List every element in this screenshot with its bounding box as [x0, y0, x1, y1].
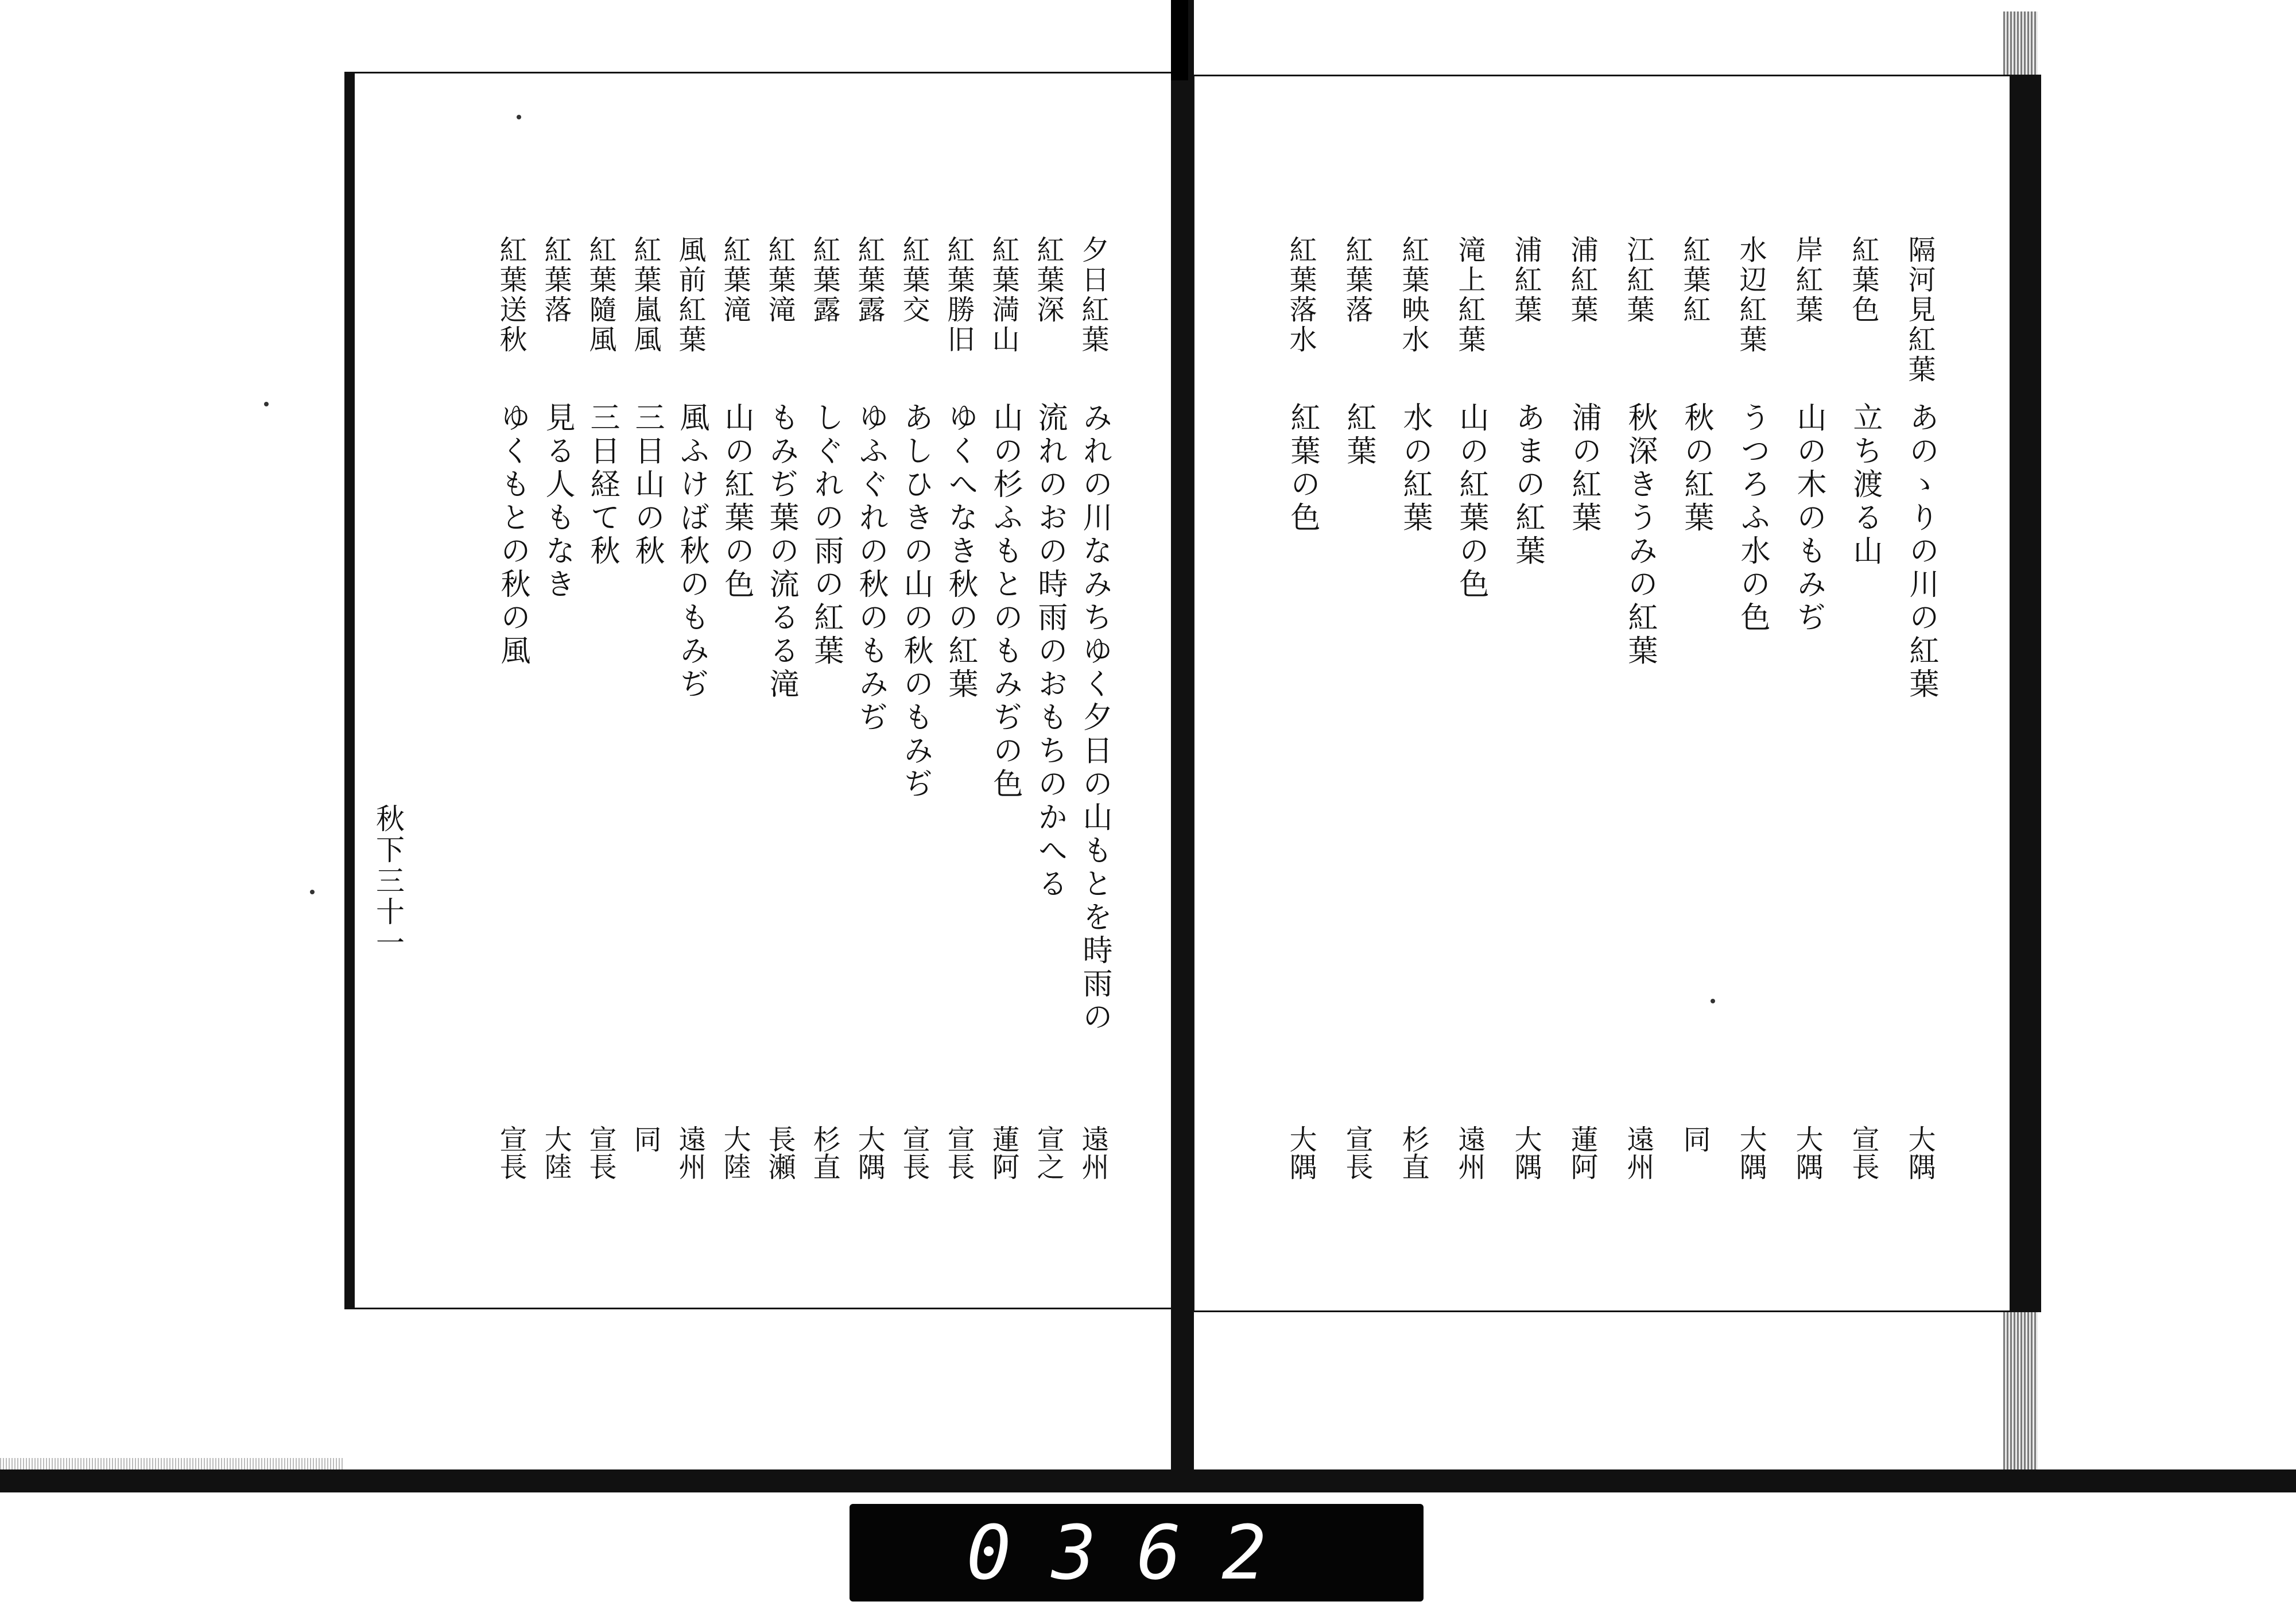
- verse-author: 宣長: [584, 1125, 616, 1180]
- verse-author: 大隅: [1285, 1125, 1317, 1180]
- verse-title: 岸紅葉: [1791, 235, 1823, 325]
- verse-text: しぐれの雨の紅葉: [809, 402, 843, 668]
- scan-bottom-band: [0, 1469, 2296, 1492]
- scan-speck: [310, 890, 315, 894]
- scan-speck: [264, 402, 269, 406]
- verse-author: 大隅: [1903, 1125, 1936, 1180]
- verse-title: 紅葉紅: [1678, 235, 1711, 325]
- verse-text: 三日経て秋: [585, 402, 619, 568]
- verse-author: 遠州: [1077, 1125, 1109, 1180]
- verse-author: 大隅: [1791, 1125, 1823, 1180]
- verse-title: 風前紅葉: [674, 235, 706, 355]
- verse-author: 遠州: [674, 1125, 706, 1180]
- verse-text: 風ふけば秋のもみぢ: [674, 402, 709, 701]
- verse-text: あまの紅葉: [1510, 402, 1545, 568]
- verse-title: 紅葉落: [540, 235, 572, 325]
- verse-author: 大陸: [719, 1125, 751, 1180]
- verse-title: 紅葉交: [898, 235, 930, 325]
- verse-author: 大隅: [1735, 1125, 1767, 1180]
- verse-author: 杉直: [1397, 1125, 1429, 1180]
- verse-title: 水辺紅葉: [1735, 235, 1767, 355]
- verse-title: 紅葉満山: [987, 235, 1019, 355]
- verse-author: 遠州: [1453, 1125, 1486, 1180]
- verse-title: 紅葉滝: [763, 235, 796, 325]
- verse-text: 浦の紅葉: [1566, 402, 1601, 535]
- verse-text: ゆふぐれの秋のもみぢ: [854, 402, 888, 735]
- verse-author: 杉直: [808, 1125, 840, 1180]
- verse-author: 大隅: [1510, 1125, 1542, 1180]
- verse-author: 長瀬: [763, 1125, 796, 1180]
- verse-author: 大陸: [540, 1125, 572, 1180]
- verse-text: 秋の紅葉: [1679, 402, 1713, 535]
- verse-author: 宣長: [495, 1125, 527, 1180]
- verse-title: 紅葉勝旧: [943, 235, 975, 355]
- verse-title: 浦紅葉: [1510, 235, 1542, 325]
- verse-author: 同: [1678, 1125, 1711, 1153]
- verse-title: 夕日紅葉: [1077, 235, 1109, 355]
- verse-title: 隔河見紅葉: [1903, 235, 1936, 385]
- verse-title: 紅葉色: [1847, 235, 1879, 325]
- verse-title: 紅葉深: [1032, 235, 1064, 325]
- verse-title: 滝上紅葉: [1453, 235, 1486, 355]
- verse-title: 浦紅葉: [1566, 235, 1598, 325]
- verse-text: 立ち渡る山: [1848, 402, 1882, 568]
- verse-text: 山の紅葉の色: [719, 402, 754, 602]
- verse-title: 紅葉隨風: [584, 235, 616, 355]
- verse-title: 紅葉滝: [719, 235, 751, 325]
- verse-text: 山の木のもみぢ: [1791, 402, 1826, 635]
- verse-text: みれの川なみちゆく夕日の山もとを時雨の: [1077, 402, 1112, 1034]
- verse-author: 宣長: [898, 1125, 930, 1180]
- scan-speck: [1711, 999, 1715, 1003]
- verse-title: 紅葉送秋: [495, 235, 527, 355]
- verse-title: 紅葉映水: [1397, 235, 1429, 355]
- verse-title: 紅葉露: [853, 235, 885, 325]
- verse-text: 紅葉: [1341, 402, 1376, 468]
- verse-author: 大隅: [853, 1125, 885, 1180]
- verse-text: あしひきの山の秋のもみぢ: [898, 402, 933, 801]
- book-spine-top: [1171, 0, 1188, 80]
- verse-author: 遠州: [1622, 1125, 1654, 1180]
- verse-title: 紅葉露: [808, 235, 840, 325]
- verse-text: ゆくへなき秋の紅葉: [943, 402, 978, 701]
- frame-number: 0362: [966, 1509, 1307, 1596]
- verse-text: うつろふ水の色: [1735, 402, 1770, 635]
- verse-text: 見る人もなき: [540, 402, 575, 602]
- verse-text: あのゝりの川の紅葉: [1904, 402, 1938, 701]
- verse-text: 山の紅葉の色: [1454, 402, 1488, 602]
- verse-text: 紅葉の色: [1285, 402, 1320, 535]
- verse-text: ゆくもとの秋の風: [495, 402, 530, 668]
- verse-author: 宣之: [1032, 1125, 1064, 1180]
- verse-title: 紅葉嵐風: [629, 235, 661, 355]
- book-spine: [1171, 0, 1194, 1469]
- verse-text: 山の杉ふもとのもみぢの色: [988, 402, 1022, 801]
- verse-author: 宣長: [1341, 1125, 1373, 1180]
- verse-author: 同: [629, 1125, 661, 1153]
- verse-author: 蓮阿: [1566, 1125, 1598, 1180]
- verse-text: 水の紅葉: [1398, 402, 1432, 535]
- verse-title: 紅葉落: [1341, 235, 1373, 325]
- verse-title: 江紅葉: [1622, 235, 1654, 325]
- verse-author: 蓮阿: [987, 1125, 1019, 1180]
- verse-text: 三日山の秋: [630, 402, 664, 568]
- verse-text: 秋深きうみの紅葉: [1623, 402, 1657, 668]
- verse-text: 流れのおの時雨のおもちのかへる: [1033, 402, 1067, 901]
- verse-text: もみぢ葉の流るる滝: [764, 402, 798, 701]
- verse-author: 宣長: [943, 1125, 975, 1180]
- scan-speck: [517, 115, 521, 119]
- page-label: 秋下三十一: [371, 804, 405, 959]
- verse-author: 宣長: [1847, 1125, 1879, 1180]
- verse-title: 紅葉落水: [1285, 235, 1317, 355]
